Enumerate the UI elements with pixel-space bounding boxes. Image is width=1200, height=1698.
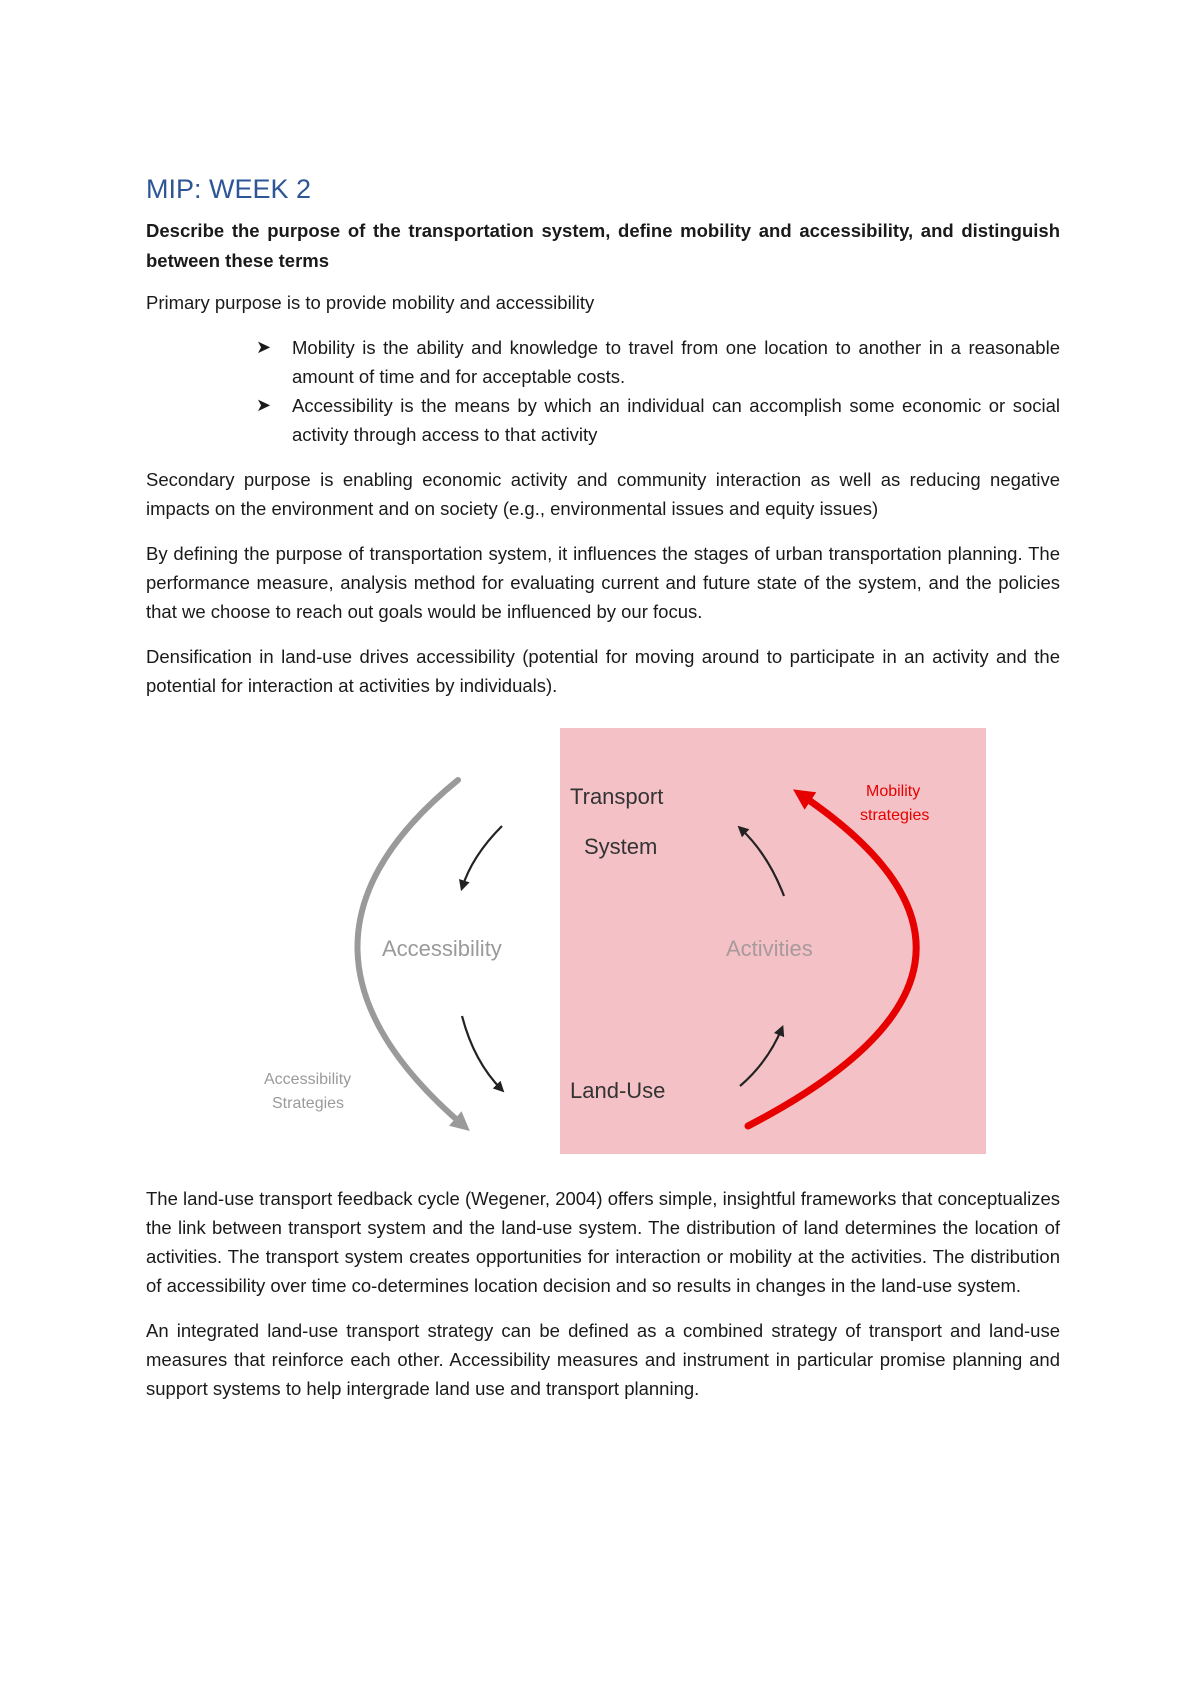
mobility-definition: Mobility is the ability and knowledge to travel from one location to another in a reasonable amount of time and for acceptable costs. <box>292 337 1060 387</box>
document-page <box>146 172 1060 1419</box>
page-title: MIP: WEEK 2 <box>146 174 312 204</box>
accessibility-to-landuse-arrow <box>462 1016 502 1090</box>
accessibility-definition: Accessibility is the means by which an individual can accomplish some economic or social activity through access to that activity <box>292 395 1060 445</box>
activities-label: Activities <box>726 936 813 961</box>
transport-label: Transport <box>570 784 664 809</box>
feedback-cycle-paragraph: The land-use transport feedback cycle (Wegener, 2004) offers simple, insightful frameworks that conceptualizes the link between transport system and the land-use system. The distribution of land determines the location of activities. The transport system creates opportunities for interaction or mobility at the activities. The distribution of accessibility over time co-determines location decision and so results in changes in the land-use system. <box>146 1188 1060 1296</box>
mobility-strategies-label: strategies <box>860 807 930 824</box>
accessibility-label: Accessibility <box>382 936 502 961</box>
integrated-strategy-paragraph: An integrated land-use transport strategy can be defined as a combined strategy of transport and land-use measures that reinforce each other. Accessibility measures and instrument in particular promise planning and support systems to help intergrade land use and transport planning. <box>146 1320 1060 1399</box>
densification-paragraph: Densification in land-use drives accessibility (potential for moving around to participate in an activity and the potential for interaction at activities by individuals). <box>146 646 1060 696</box>
transport-to-accessibility-arrow <box>462 826 502 888</box>
accessibility-strategies-label: Strategies <box>272 1095 345 1112</box>
definition-list <box>146 333 1060 449</box>
secondary-purpose-paragraph: Secondary purpose is enabling economic activity and community interaction as well as reducing negative impacts on the environment and on society (e.g., environmental issues and equity issues) <box>146 469 1060 519</box>
defining-purpose-paragraph: By defining the purpose of transportation system, it influences the stages of urban transportation planning. The performance measure, analysis method for evaluating current and future state of the system, and the policies that we choose to reach out goals would be influenced by our focus. <box>146 543 1060 622</box>
system-label: System <box>584 834 658 859</box>
question-heading: Describe the purpose of the transportation system, define mobility and accessibility, and distinguish between these terms <box>146 220 1060 271</box>
arrow-bullet-icon: ➤ <box>256 395 272 415</box>
land-use-transport-diagram <box>146 716 1060 1156</box>
land-use-label: Land-Use <box>570 1078 666 1103</box>
mobility-strategies-label: Mobility <box>866 783 921 800</box>
accessibility-strategies-label: Accessibility <box>264 1071 352 1088</box>
list-item <box>256 391 1060 449</box>
primary-purpose-text: Primary purpose is to provide mobility and accessibility <box>146 292 595 313</box>
arrow-bullet-icon: ➤ <box>256 337 272 357</box>
list-item <box>256 333 1060 391</box>
